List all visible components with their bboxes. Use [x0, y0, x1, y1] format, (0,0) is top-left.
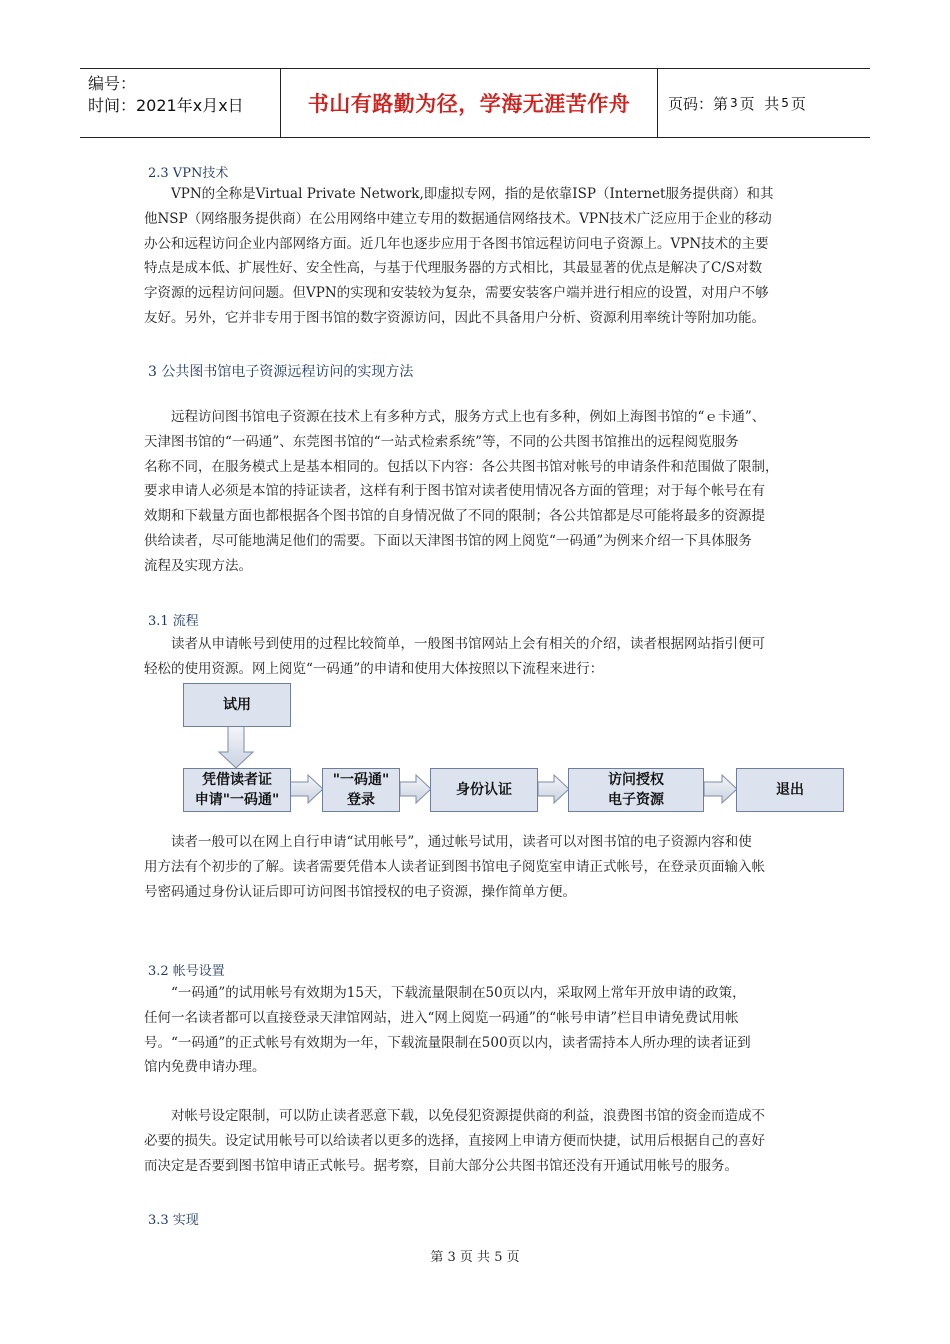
flow-step-label: 身份认证	[456, 782, 512, 798]
page-footer: 第 3 页 共 5 页	[430, 1250, 520, 1265]
paragraph-line: 字资源的远程访问问题。但VPN的实现和安装较为复杂，需要安装客户端并进行相应的设置，对用户不够	[144, 285, 769, 302]
section-3-2-paragraph	[144, 981, 814, 1080]
flow-step-label: 登录	[347, 792, 375, 808]
paragraph-line: 读者一般可以在网上自行申请“试用帐号”，通过帐号试用，读者可以对图书馆的电子资源内容和使	[171, 834, 752, 850]
paragraph-line: 办公和远程访问企业内部网络方面。近几年也逐步应用于各图书馆远程访问电子资源上。VPN技术的主要	[144, 235, 769, 252]
section-3-title: 3 公共图书馆电子资源远程访问的实现方法	[148, 364, 414, 380]
page-total: 5	[781, 96, 789, 110]
paragraph-line: 轻松的使用资源。网上阅览“一码通”的申请和使用大体按照以下流程来进行：	[144, 660, 604, 677]
page-current: 3	[730, 96, 738, 110]
paragraph-line: 读者从申请帐号到使用的过程比较简单，一般图书馆网站上会有相关的介绍，读者根据网站指引便可	[171, 636, 765, 652]
arrow-right-icon	[538, 775, 569, 803]
section-3-2-title: 3.2 帐号设置	[148, 964, 225, 979]
flow-step-auth	[430, 768, 538, 812]
flow-step-label: 退出	[776, 782, 804, 798]
arrow-down-icon	[219, 726, 253, 768]
paragraph-line: 名称不同，在服务模式上是基本相同的。包括以下内容：各公共图书馆对帐号的申请条件和范围做了限制，	[144, 458, 779, 475]
flow-step-label: 试用	[223, 697, 251, 713]
flow-step-apply	[183, 768, 291, 812]
flow-step-login	[322, 768, 400, 812]
paragraph-line: 对帐号设定限制，可以防止读者恶意下载，以免侵犯资源提供商的利益，浪费图书馆的资金而造成不	[171, 1108, 765, 1124]
page-mid: 页 共	[739, 94, 780, 113]
section-3-1-paragraph-2	[144, 830, 814, 904]
paragraph-line: 任何一名读者都可以直接登录天津馆网站，进入“网上阅览一码通”的“帐号申请”栏目申请免费试用帐	[144, 1009, 739, 1026]
section-3-1-title: 3.1 流程	[148, 614, 199, 629]
paragraph-line: 供给读者，尽可能地满足他们的需要。下面以天津图书馆的网上阅览“一码通”为例来介绍一下具体服务	[144, 532, 752, 549]
flow-step-label: "一码通"	[332, 772, 390, 788]
number-label: 编号：	[88, 74, 137, 93]
paragraph-line: 他NSP（网络服务提供商）在公用网络中建立专用的数据通信网络技术。VPN技术广泛应用于企业的移动	[144, 210, 772, 227]
arrow-right-icon	[704, 775, 737, 803]
paragraph-line: 效期和下载量方面也都根据各个图书馆的自身情况做了不同的限制；各公共馆都是尽可能将最多的资源提	[144, 508, 765, 525]
flow-step-exit	[736, 768, 844, 812]
paragraph-line: 要求申请人必须是本馆的持证读者，这样有利于图书馆对读者使用情况各方面的管理；对于每个帐号在有	[144, 483, 765, 500]
paragraph-line: 特点是成本低、扩展性好、安全性高，与基于代理服务器的方式相比，其最显著的优点是解决了C/S对数	[144, 260, 763, 277]
flow-step-access	[568, 768, 704, 812]
arrow-right-icon	[290, 775, 323, 803]
section-3-3-title: 3.3 实现	[148, 1213, 199, 1228]
header-motto: 书山有路勤为径，学海无涯苦作舟	[281, 69, 658, 137]
paragraph-line: 号。“一码通”的正式帐号有效期为一年，下载流量限制在500页以内，读者需持本人所办理的读者证到	[144, 1034, 751, 1051]
paragraph-line: 流程及实现方法。	[144, 557, 252, 574]
time-label: 时间：2021年x月x日	[88, 96, 244, 115]
flow-step-label: 申请"一码通"	[194, 792, 280, 808]
section-2-3-title: 2.3 VPN技术	[148, 166, 229, 181]
page-prefix: 页码：第	[668, 94, 729, 113]
paragraph-line: 必要的损失。设定试用帐号可以给读者以更多的选择，直接网上申请方便而快捷，试用后根据自己的喜好	[144, 1132, 765, 1149]
paragraph-line: 而决定是否要到图书馆申请正式帐号。据考察，目前大部分公共图书馆还没有开通试用帐号的服务。	[144, 1157, 738, 1174]
paragraph-line: 天津图书馆的“一码通”、东莞图书馆的“一站式检索系统”等，不同的公共图书馆推出的远程阅览服务	[144, 433, 739, 450]
flow-step-label: 电子资源	[608, 792, 664, 808]
paragraph-line: “一码通”的试用帐号有效期为15天，下载流量限制在50页以内，采取网上常年开放申请的政策，	[171, 985, 746, 1001]
flow-step-label: 凭借读者证	[202, 772, 272, 788]
paragraph-line: 友好。另外，它并非专用于图书馆的数字资源访问，因此不具备用户分析、资源利用率统计等附加功能。	[144, 309, 765, 326]
arrow-right-icon	[400, 775, 431, 803]
flow-step-label: 访问授权	[608, 772, 664, 788]
paragraph-line: 用方法有个初步的了解。读者需要凭借本人读者证到图书馆电子阅览室申请正式帐号，在登录页面输入帐	[144, 858, 765, 875]
paragraph-line: 远程访问图书馆电子资源在技术上有多种方式，服务方式上也有多种，例如上海图书馆的“ｅ卡通”、	[171, 409, 766, 425]
paragraph-line: 号密码通过身份认证后即可访问图书馆授权的电子资源，操作简单方便。	[144, 883, 576, 900]
page-suffix: 页	[790, 94, 806, 113]
flow-step-trial	[183, 683, 291, 727]
section-3-2-paragraph-2	[144, 1104, 814, 1178]
paragraph-line: 馆内免费申请办理。	[144, 1059, 266, 1076]
paragraph-line: VPN的全称是Virtual Private Network,即虚拟专网，指的是依靠ISP（Internet服务提供商）和其	[171, 186, 774, 202]
